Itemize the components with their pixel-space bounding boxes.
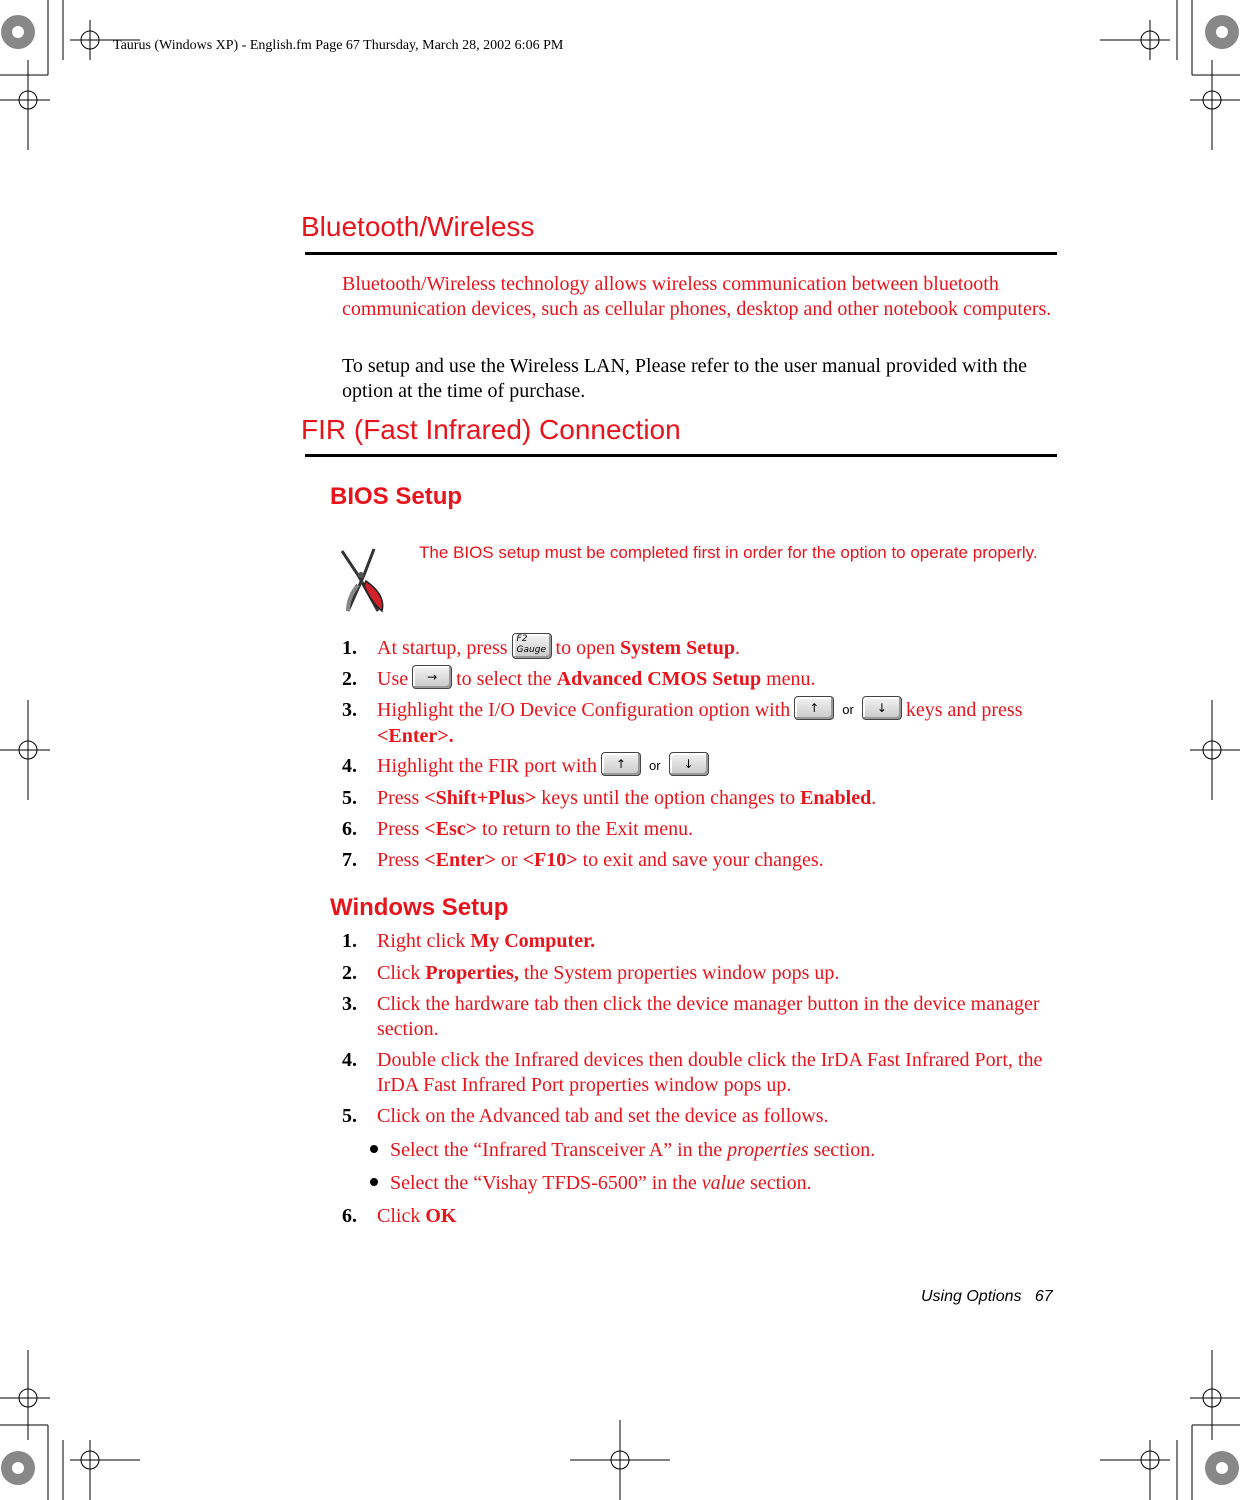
list-item: 1. At startup, press F2 Gauge to open System Setup. xyxy=(342,634,740,659)
list-item: 6. Press <Esc> to return to the Exit menu. xyxy=(342,818,694,840)
list-item: 5. Press <Shift+Plus> keys until the option changes to Enabled. xyxy=(342,787,877,809)
bullet-icon xyxy=(370,1178,378,1186)
list-item: 2. Click Properties, the System properties window pops up. xyxy=(342,962,840,984)
list-item: 3. Click the hardware tab then click the device manager button in the device manager section. xyxy=(342,993,1040,1040)
down-arrow-key-icon: ↓ xyxy=(862,696,902,720)
bios-note: The BIOS setup must be completed first in order for the option to operate properly. xyxy=(419,543,1038,562)
pliers-icon xyxy=(334,545,392,617)
page-number: 67 xyxy=(1034,1288,1053,1305)
bullet-icon xyxy=(370,1145,378,1153)
heading-rule xyxy=(305,454,1057,457)
heading-rule xyxy=(305,252,1057,255)
up-arrow-key-icon: ↑ xyxy=(601,752,641,776)
list-item: 4. Double click the Infrared devices then double click the IrDA Fast Infrared Port, the IrDA Fast Infrared Port properties window pops up. xyxy=(342,1049,1043,1096)
windows-setup-heading: Windows Setup xyxy=(330,894,509,921)
fir-heading: FIR (Fast Infrared) Connection xyxy=(301,414,681,445)
bluetooth-heading: Bluetooth/Wireless xyxy=(301,211,535,242)
registration-mark-bottom-left xyxy=(1,1451,35,1485)
f2-key-icon: F2 Gauge xyxy=(512,633,552,659)
list-item: 6. Click OK xyxy=(342,1205,457,1227)
bullet-item: Select the “Infrared Transceiver A” in the properties section. xyxy=(370,1138,875,1163)
registration-mark-top-left xyxy=(1,15,35,49)
tab-key-icon: → xyxy=(412,665,452,689)
registration-mark-top-right xyxy=(1205,15,1239,49)
list-item: 5. Click on the Advanced tab and set the device as follows. xyxy=(342,1105,829,1127)
bios-setup-heading: BIOS Setup xyxy=(330,483,463,510)
chapter-title: Using Options xyxy=(921,1288,1022,1305)
list-item: 2. Use → to select the Advanced CMOS Setup menu. xyxy=(342,667,1062,695)
registration-mark-bottom-right xyxy=(1205,1451,1239,1485)
bluetooth-description: Bluetooth/Wireless technology allows wireless communication between bluetooth communication devices, such as cellular phones, desktop and other notebook computers. xyxy=(342,273,1052,320)
up-arrow-key-icon: ↑ xyxy=(794,696,834,720)
list-item: 1. Right click My Computer. xyxy=(342,930,596,952)
wireless-lan-note: To setup and use the Wireless LAN, Please refer to the user manual provided with the option at the time of purchase. xyxy=(342,355,1028,402)
list-item: 7. Press <Enter> or <F10> to exit and save your changes. xyxy=(342,849,824,871)
down-arrow-key-icon: ↓ xyxy=(669,752,709,776)
page-footer xyxy=(921,1288,1053,1306)
list-item: 3. Highlight the I/O Device Configuration option with ↑ or ↓ keys and press <Enter>. xyxy=(342,698,1062,750)
file-header: Taurus (Windows XP) - English.fm Page 67 Thursday, March 28, 2002 6:06 PM xyxy=(113,38,564,53)
list-item: 4. Highlight the FIR port with ↑ or ↓ xyxy=(342,754,1062,782)
bullet-item: Select the “Vishay TFDS-6500” in the value section. xyxy=(370,1171,812,1196)
